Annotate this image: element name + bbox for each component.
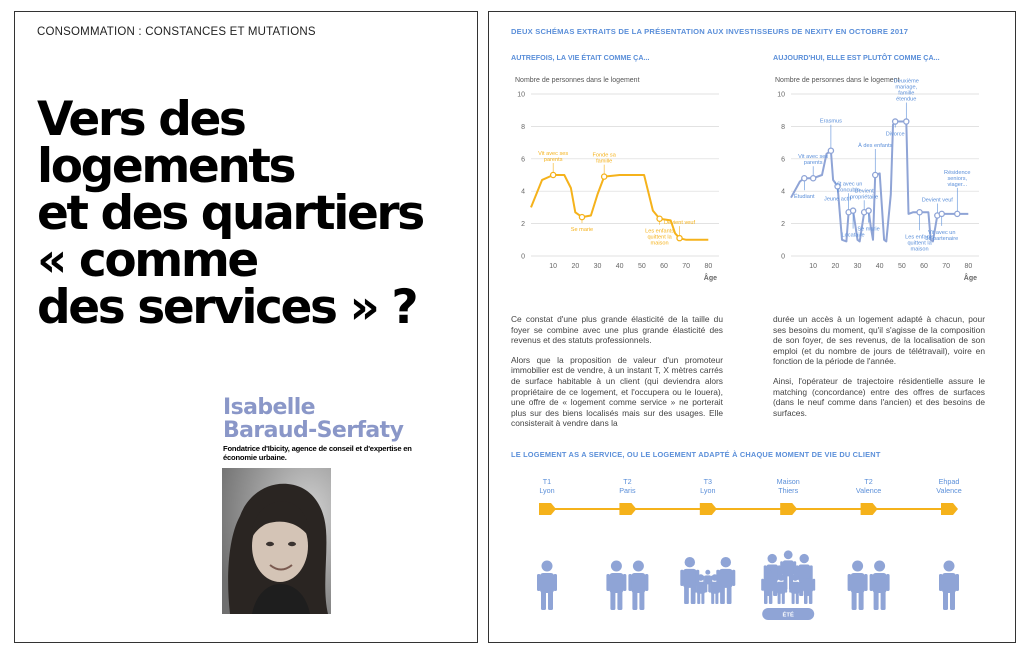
person-icon [606,561,626,611]
x-tick-label: 50 [897,263,906,270]
paragraph: durée un accès à un logement adapté à chacun, pour ses besoins du moment, qu'il s'agisse de la composition de son foyer, de ses revenus, de la localisation de son emploi (et du nombre de jours de télétravail), voire en fonction de la période de l'année. [773,314,985,367]
person-icon [537,561,557,611]
timeline-stage [680,477,735,604]
bottom-diagram-title: LE LOGEMENT AS A SERVICE, OU LE LOGEMENT ADAPTÉ À CHAQUE MOMENT DE VIE DU CLIENT [511,450,881,459]
author-bio: Fondatrice d'Ibicity, agence de conseil et d'expertise en économie urbaine. [223,444,412,462]
stage-type: T2 [623,477,632,486]
data-label: Vit avec ses parents [798,154,829,167]
x-tick-label: 10 [549,263,558,270]
x-tick-label: 60 [660,263,668,270]
page-title [37,92,467,335]
data-label: Deuxième mariage, famille étendue [893,78,919,103]
y-tick-label: 8 [781,123,785,131]
x-tick-label: 40 [875,263,884,270]
right-page-header: DEUX SCHÉMAS EXTRAITS DE LA PRÉSENTATION AUX INVESTISSEURS DE NEXITY EN OCTOBRE 2017 [511,27,909,36]
stage-type: Ehpad [938,477,960,486]
x-tick-label: 20 [571,263,580,270]
stage-city: Lyon [539,486,555,495]
y-tick-label: 2 [521,221,525,229]
y-tick-label: 2 [781,221,785,229]
y-axis-label: Nombre de personnes dans le logement [775,77,900,84]
stage-marker [700,503,717,515]
data-label: Jeune actif [824,196,852,203]
title-line: logements [37,139,295,194]
title-line: et des quartiers [37,186,423,241]
timeline-stage [848,477,890,610]
data-label: Les enfants quittent la maison [645,228,675,247]
y-tick-label: 4 [521,188,525,196]
stage-marker [539,503,556,515]
timeline-stage [606,477,648,610]
data-label: Vit avec un concubin [834,181,863,194]
x-tick-label: 60 [920,263,928,270]
y-tick-label: 10 [517,91,525,99]
paragraph: Alors que la proposition de valeur d'un promoteur immobilier est de vendre, à un instant T, X mètres carrés de surface habitable à un client (qui deviendra alors propriétaire de ce logement, et l'occupera ou le louera), une offre de « logement comme service » ne porterait plus sur des biens localisés mais sur des usages. Elle consisterait à vendre dans la [511,354,723,429]
x-tick-label: 20 [831,263,840,270]
data-label: Devient veuf [921,197,953,204]
stage-marker [941,503,958,515]
y-tick-label: 0 [521,253,525,261]
timeline-stage [761,477,815,620]
data-label: Fonde sa famille [592,152,616,165]
person-icon [628,561,648,611]
person-icon [848,561,868,611]
person-icon [680,557,699,604]
stage-city: Paris [619,486,636,495]
stage-type: T1 [542,477,552,486]
data-label: Vit avec un 3e partenaire [925,229,959,242]
x-tick-label: 70 [682,263,691,270]
x-tick-label: 40 [615,263,624,270]
author-name [223,396,403,442]
data-label: Divorce [885,131,905,138]
y-axis-label: Nombre de personnes dans le logement [515,77,640,84]
season-badge-label: ÉTÉ [782,612,794,619]
stage-city: Valence [936,486,962,495]
title-line: « comme [37,233,257,288]
data-label: Vit avec ses parents [538,151,569,163]
data-label: Étudiant [794,194,815,201]
y-tick-label: 6 [781,156,785,164]
x-tick-label: 10 [809,263,818,270]
x-axis-label: Âge [703,275,717,282]
data-label: Résidence seniors, viager... [944,169,971,188]
stage-city: Lyon [700,486,716,495]
timeline-diagram [489,12,1015,644]
data-label: Les enfants quittent la maison [905,234,935,253]
x-tick-label: 30 [593,263,602,270]
x-axis-label: Âge [963,275,977,282]
person-icon [716,557,735,604]
author-last-name: Baraud-Serfaty [223,418,404,443]
x-tick-label: 70 [942,263,951,270]
data-label: Se marie [570,227,594,234]
stage-city: Thiers [778,486,799,495]
y-tick-label: 8 [521,123,525,131]
stage-marker [619,503,636,515]
stage-type: T2 [864,477,873,486]
data-label: Devient propriétaire [850,188,879,201]
chart-title: AUJOURD'HUI, ELLE EST PLUTÔT COMME ÇA... [773,53,940,62]
paragraph: Ce constat d'une plus grande élasticité de la taille du foyer se combine avec une plus grande élasticité des revenus et des statuts professionnels. [511,314,723,346]
right-page [488,11,1016,643]
title-line: des services » ? [37,280,417,335]
stage-city: Valence [855,486,882,495]
timeline-stage [936,477,961,610]
y-tick-label: 0 [781,253,785,261]
data-label: Locataire [841,232,865,239]
person-icon [870,561,890,611]
chart-title: AUTREFOIS, LA VIE ÉTAIT COMME ÇA... [511,53,650,62]
x-tick-label: 50 [637,263,646,270]
y-tick-label: 10 [777,91,785,99]
timeline-stage [537,477,557,610]
person-icon [939,561,959,611]
stage-marker [861,503,878,515]
data-label: À des enfants [858,143,893,149]
stage-marker [780,503,797,515]
stage-type: Maison [776,477,800,486]
paragraph: Ainsi, l'opérateur de trajectoire résidentielle assure le matching (concordance) entre des offres de surfaces (dans le neuf comme dans l'ancien) et des besoins de surfaces. [773,375,985,418]
data-label: Erasmus [819,118,842,125]
left-page [14,11,478,643]
x-tick-label: 80 [964,263,973,270]
y-tick-label: 4 [781,188,785,196]
author-first-name: Isabelle [223,395,315,420]
author-photo [222,468,331,614]
section-header: CONSOMMATION : CONSTANCES ET MUTATIONS [37,26,316,38]
x-tick-label: 80 [704,263,713,270]
data-label: Devient veuf [663,220,696,227]
x-tick-label: 30 [853,263,862,270]
y-tick-label: 6 [521,156,525,164]
stage-type: T3 [703,477,712,486]
data-label: Se marie [857,226,880,233]
title-line: Vers des [37,92,245,147]
